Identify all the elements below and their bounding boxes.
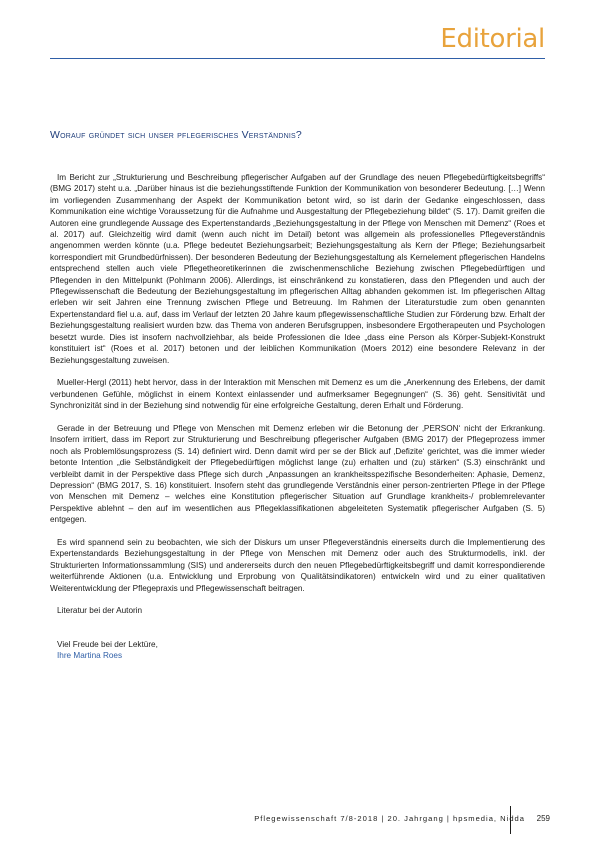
paragraph: Es wird spannend sein zu beobachten, wie sich der Diskurs um unser Pflegeverständnis einerseits durch die Implementierung des Expertenstandards Beziehungsgestaltung in der Pflege von Menschen mit Demenz oder auch des Strukturmodells, inkl. der Strukturierten Informationssammlung (SIS) und andererseits durch den neuen Pflegebedürftigkeitsbegriff und damit korrespondierende weiterführende Aktionen (u.a. Entwicklung und Erprobung von Qualitätsindikatoren) entwickeln wird und zu einer qualitativen Weiterentwicklung der Pflegepraxis und Pflegewissenschaft beitragen. — [50, 537, 545, 593]
paragraph: Gerade in der Betreuung und Pflege von Menschen mit Demenz erleben wir die Betonung der ‚PERSON‘ nicht der Erkrankung. Insofern irritiert, dass im Report zur Strukturierung und Beschreibung pflegerischer Aufgaben (BMG 2017) der Pflegeprozess immer noch als Problemlösungsprozess (S. 14) definiert wird. Denn damit wird per se der Blick auf ‚Defizite‘ gerichtet, was die immer wieder betonte Intention „die Selbständigkeit der Pflegebedürftigen möglichst lange (zu) erhalten und (zu) stärken“ (S.3) einschränkt und verbleibt damit in der Perspektive dass Pflege sich durch „Anpassungen an krankheitsspezifische Besonderheiten: Aphasie, Demenz, Depression“ (BMG 2017, S. 16) konstituiert. Insofern steht das grundlegende Verständnis einer person-zentrierten Pflege in der Pflege von Menschen mit Demenz – welches eine Konstitution pflegerischer Situation auf Grundlage krankheits-/ problemrelevanter Perspektive ablehnt – den auf im wesentlichen aus Pflegeklassifikationen abgeleiteten Systematik pflegerischer Aufgaben (S. 5) entgegen. — [50, 423, 545, 525]
article-body — [50, 172, 545, 673]
reference-note: Literatur bei der Autorin — [57, 606, 143, 616]
closing — [50, 639, 545, 662]
footer-divider — [510, 806, 511, 834]
signature: Ihre Martina Roes — [57, 651, 123, 661]
section-title: Editorial — [440, 24, 545, 54]
article-heading: Worauf gründet sich unser pflegerisches Verständnis? — [50, 129, 302, 141]
page-number: 259 — [536, 814, 550, 823]
paragraph: Im Bericht zur „Strukturierung und Beschreibung pflegerischer Aufgaben auf der Grundlage des neuen Pflegebedürftigkeitsbegriffs“ (BMG 2017) steht u.a. „Darüber hinaus ist die beziehungsstiftende Funktion der Kommunikation von besonderer Bedeutung. […] Wenn im vorliegenden Zusammenhang der Aspekt der Kommunikation betont wird, so ist darin der Gedanke eingeschlossen, dass Kommunikation eine wichtige Voraussetzung für die Aufnahme und Ausgestaltung der Pflegebeziehung bildet“ (S. 17). Damit greifen die Autoren eine grundlegende Aussage des Expertenstandards „Beziehungsgestaltung in der Pflege von Menschen mit Demenz“ (Roes et al. 2017) auf. Gleichzeitig wird damit (wenn auch nicht im Detail) betont was allgemein als professionelles Pflegeverständnis angenommen werden könnte (u.a. Pflege bedeutet Beziehungsarbeit; Beziehungsgestaltung als Kern der Pflege; Beziehungsarbeit korrespondiert mit Grundbedürfnissen). Der besonderen Bedeutung der Beziehungsgestaltung als Kernelement pflegerischen Handelns entsprechend stellen auch viele Pflegetheoretikerinnen die zwischenmenschliche Beziehung zwischen Pflegebedürftigen und Pflegenden in den Mittelpunkt (Pohlmann 2006). Allerdings, ist einschränkend zu konstatieren, dass den Pflegenden und auch der Pflegewissenschaft die Bedeutung der Beziehungsgestaltung im pflegerischen Alltag abhanden gekommen ist. Im pflegerischen Alltag erleben wir seit Jahren eine Trennung zwischen Pflege und Betreuung. Im Rahmen der Literaturstudie zum oben genannten Expertenstandard fiel u.a. auf, dass im Verlauf der letzten 20 Jahre kaum pflegewissenschaftliche Studien zur Förderung bzw. Erhalt der Beziehungsgestaltung realisiert wurden bzw. das Thema von anderen Berufsgruppen, insbesondere Ergotherapeuten und Psychologen besetzt wurde. Dies ist insofern nachvollziehbar, als beide Professionen die Idee „dass eine Person als Körper-Subjekt-Konstrukt konstituiert ist“ (Roes et al. 2017) betonen und der leiblichen Kommunikation (Moers 2012) eine besondere Relevanz in der Beziehungsgestaltung zuweisen. — [50, 173, 545, 365]
closing-line: Viel Freude bei der Lektüre, — [57, 639, 158, 649]
journal-footer: Pflegewissenschaft 7/8-2018 | 20. Jahrgang | hpsmedia, Nidda — [254, 814, 525, 823]
header-divider — [50, 58, 545, 59]
paragraph: Mueller-Hergl (2011) hebt hervor, dass in der Interaktion mit Menschen mit Demenz es um die „Anerkennung des Erlebens, der damit verbundenen Gefühle, möglichst in einem Kontext einlassender und aufmerksamer Begegnungen“ (S. 36) geht. Sensitivität und Synchronizität sind in der Beziehung sind notwendig für eine erfolgreiche Gestaltung, deren Erhalt und Förderung. — [50, 378, 545, 411]
